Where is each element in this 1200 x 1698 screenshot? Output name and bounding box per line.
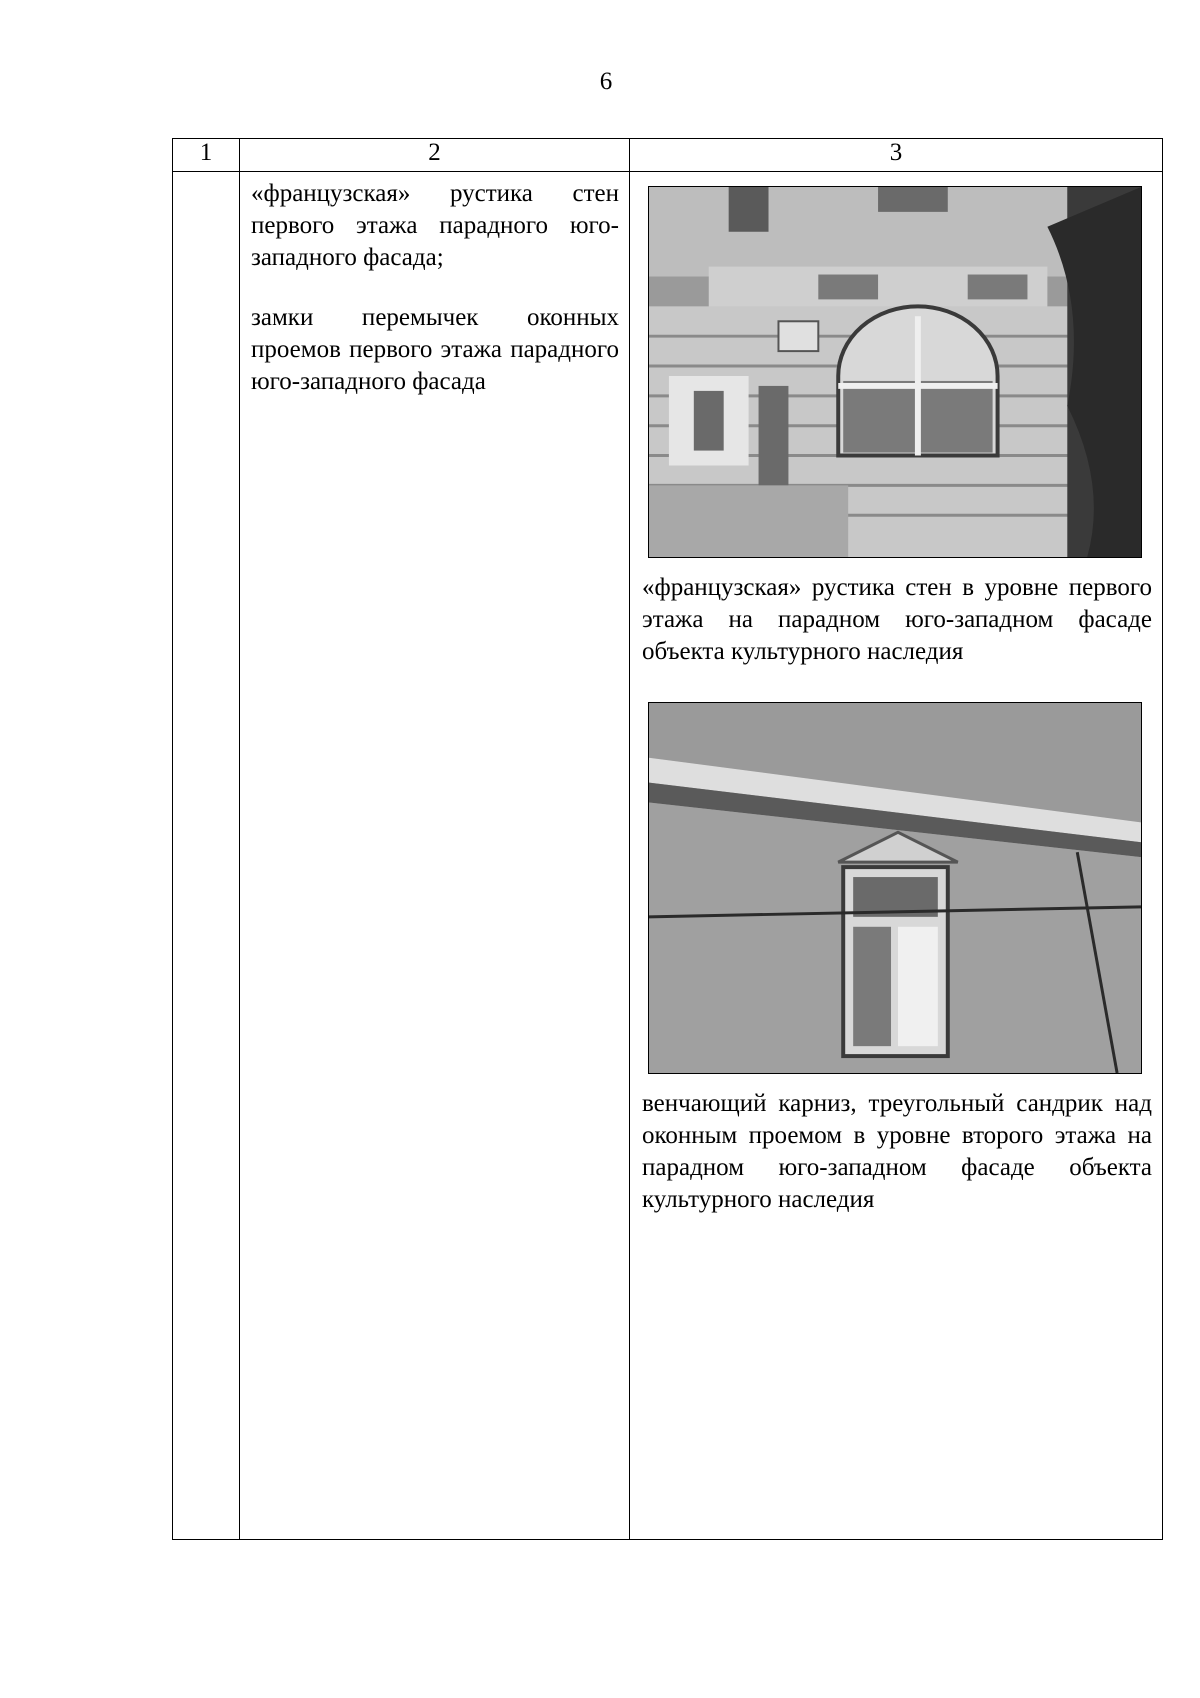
- photo-caption-1: «французская» рустика стен в уровне первого этажа на парадном юго-западном фасаде объекта культурного наследия: [642, 574, 1152, 665]
- storefront-facade-photo-icon: [648, 186, 1142, 558]
- element-description-2: замки перемычек оконных проемов первого этажа парадного юго-западного фасада: [251, 304, 619, 395]
- page-number: 6: [599, 68, 613, 95]
- element-description-cell: [240, 172, 630, 1540]
- photo-caption-2: венчающий карниз, треугольный сандрик над оконным проемом в уровне второго этажа на парадном юго-западном фасаде объекта культурного наследия: [642, 1090, 1152, 1213]
- row-number-cell: [173, 172, 240, 1540]
- photo-cell: [630, 172, 1163, 1540]
- table-header-row: [173, 139, 1163, 172]
- table-row: [173, 172, 1163, 1540]
- heritage-elements-table: [172, 138, 1163, 1540]
- element-description-1: «французская» рустика стен первого этажа парадного юго-западного фасада;: [251, 180, 619, 271]
- column-header-2: 2: [240, 139, 630, 172]
- column-header-1: 1: [173, 139, 240, 172]
- column-header-3: 3: [630, 139, 1163, 172]
- photo-block-2: [640, 702, 1152, 1216]
- cornice-window-photo-icon: [648, 702, 1142, 1074]
